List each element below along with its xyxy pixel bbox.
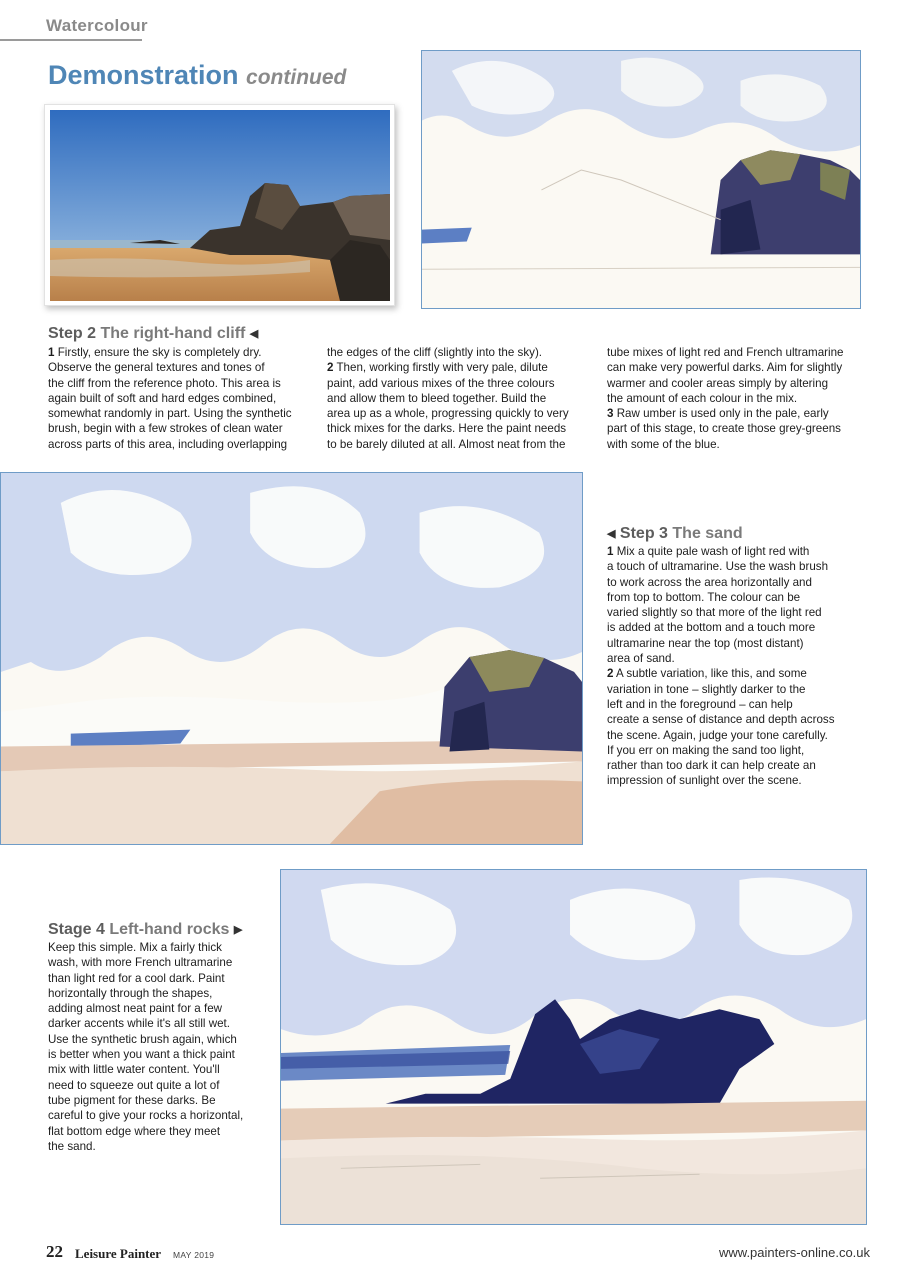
text-line: thick mixes for the darks. Here the paint needs	[327, 422, 567, 436]
text-span: Raw umber is used only in the pale, early	[616, 407, 829, 421]
step3-heading	[607, 525, 743, 543]
step2-p1-number: 1	[48, 346, 55, 359]
text-line: the edges of the cliff (slightly into the sky).	[327, 346, 543, 359]
text-line: is added at the bottom and a touch more	[607, 621, 816, 635]
text-line: brush, begin with a few strokes of clean water	[48, 422, 283, 436]
footer-website-link[interactable]: www.painters-online.co.uk	[719, 1245, 871, 1260]
footer-magazine-title: Leisure Painter	[75, 1246, 162, 1261]
text-line: left and in the foreground – can help	[607, 697, 793, 711]
footer-issue-date: MAY 2019	[173, 1250, 215, 1260]
text-line	[607, 666, 867, 681]
text-line: ultramarine near the top (most distant)	[607, 636, 804, 650]
text-line: mix with little water content. You'll	[48, 1063, 220, 1077]
text-line: need to squeeze out quite a lot of	[48, 1078, 220, 1092]
text-line: create a sense of distance and depth across	[607, 713, 835, 727]
text-line: Keep this simple. Mix a fairly thick	[48, 941, 222, 954]
text-line: the amount of each colour in the mix.	[607, 391, 798, 405]
text-line: somewhat randomly in part. Using the synthetic	[48, 407, 292, 421]
text-line	[607, 544, 867, 559]
step2-heading	[48, 325, 258, 343]
text-line: with some of the blue.	[607, 437, 720, 451]
painting-step3-sand	[0, 472, 583, 845]
step3-title: The sand	[672, 525, 743, 542]
text-line: paint, add various mixes of the three colours	[327, 376, 555, 390]
text-line: the sand.	[48, 1139, 96, 1153]
page-title-suffix: continued	[246, 66, 347, 89]
step2-column3	[607, 345, 872, 452]
page-title-main: Demonstration	[48, 60, 239, 90]
text-line: to be barely diluted at all. Almost neat from the	[327, 437, 566, 451]
text-line: area up as a whole, progressing quickly to very	[327, 407, 569, 421]
step2-column1	[48, 345, 313, 452]
text-line: warmer and cooler areas simply by altering	[607, 376, 829, 390]
text-span: A subtle variation, like this, and some	[616, 667, 807, 681]
step3-p2-number: 2	[607, 667, 614, 681]
text-line: tube mixes of light red and French ultramarine	[607, 346, 844, 359]
text-line: to work across the area horizontally and	[607, 575, 812, 589]
reference-photo	[50, 110, 390, 301]
text-line	[48, 345, 313, 360]
text-line: and allow them to bleed together. Build the	[327, 391, 547, 405]
step2-title: The right-hand cliff	[100, 325, 246, 342]
text-line: again built of soft and hard edges combined,	[48, 391, 277, 405]
text-line: adding almost neat paint for a few	[48, 1002, 223, 1016]
step3-p1-number: 1	[607, 545, 614, 558]
text-line: than light red for a cool dark. Paint	[48, 971, 225, 985]
stage4-arrow-icon: ▶	[233, 924, 243, 937]
step2-arrow-icon: ◀	[249, 328, 259, 341]
text-span: Then, working firstly with very pale, dilute	[336, 361, 548, 375]
text-line: from top to bottom. The colour can be	[607, 590, 801, 604]
text-line: area of sand.	[607, 652, 675, 666]
step3-label: Step 3	[619, 525, 668, 542]
text-line: the cliff from the reference photo. This area is	[48, 376, 281, 390]
text-line: a touch of ultramarine. Use the wash brush	[607, 560, 829, 574]
text-span: Mix a quite pale wash of light red with	[616, 545, 810, 558]
page-title	[48, 60, 346, 91]
step3-arrow-icon: ◀	[607, 528, 616, 541]
text-line: flat bottom edge where they meet	[48, 1124, 221, 1138]
text-line: is better when you want a thick paint	[48, 1048, 235, 1062]
footer-page-number: 22	[46, 1242, 63, 1261]
stage4-heading	[48, 921, 242, 939]
stage4-title: Left-hand rocks	[109, 921, 230, 938]
text-line: rather than too dark it can help create an	[607, 759, 816, 773]
text-line: horizontally through the shapes,	[48, 986, 213, 1000]
text-line: darker accents while it's all still wet.	[48, 1017, 230, 1031]
text-line	[607, 406, 872, 421]
text-line: across parts of this area, including overlapping	[48, 437, 288, 451]
text-line: varied slightly so that more of the light red	[607, 606, 822, 620]
text-line: Use the synthetic brush again, which	[48, 1032, 237, 1046]
text-line: impression of sunlight over the scene.	[607, 774, 802, 788]
step2-column2	[327, 345, 592, 452]
step2-p2-number: 2	[327, 361, 334, 375]
step2-p3-number: 3	[607, 407, 614, 421]
stage4-text	[48, 940, 268, 1154]
text-line: part of this stage, to create those grey-greens	[607, 422, 841, 436]
step3-text	[607, 544, 867, 789]
painting-stage4-rocks	[280, 869, 867, 1225]
text-line: variation in tone – slightly darker to the	[607, 682, 806, 696]
text-line: can make very powerful darks. Aim for slightly	[607, 361, 843, 375]
text-line: tube pigment for these darks. Be	[48, 1093, 216, 1107]
section-rule	[0, 39, 142, 41]
text-line: If you err on making the sand too light,	[607, 743, 805, 757]
text-line: the scene. Again, judge your tone carefully.	[607, 728, 828, 742]
text-line: wash, with more French ultramarine	[48, 956, 233, 970]
reference-photo-frame	[44, 104, 395, 306]
text-line	[327, 360, 592, 375]
painting-step2-cliff	[421, 50, 861, 309]
section-tag: Watercolour	[46, 16, 148, 35]
text-line: careful to give your rocks a horizontal,	[48, 1109, 244, 1123]
step2-label: Step 2	[48, 325, 97, 342]
text-span: Firstly, ensure the sky is completely dry.	[57, 346, 262, 359]
stage4-label: Stage 4	[48, 921, 105, 938]
text-line: Observe the general textures and tones of	[48, 361, 265, 375]
